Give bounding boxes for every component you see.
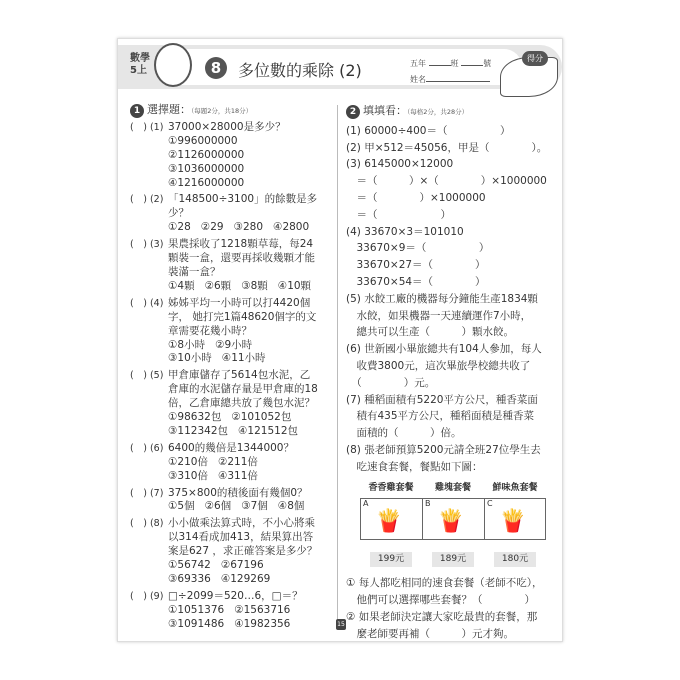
section-multiple-choice [130, 103, 335, 635]
options-row [130, 177, 335, 191]
fill-line: （ ）元。 [346, 376, 436, 389]
option: ②9小時 [215, 338, 253, 351]
question-text: 375×800的積後面有幾個0？ [168, 486, 308, 499]
sub-question-line: 麼老師要再補（ ）元才夠。 [346, 627, 514, 640]
option: ②211倍 [217, 455, 258, 468]
question-9 [130, 590, 335, 632]
question-3 [130, 238, 335, 294]
fill-line: 收費3800元，這次畢旅學校總共收了 [346, 359, 531, 372]
question-text: 小小做乘法算式時，不小心將乘 [168, 517, 315, 530]
fill-line: 33670×27＝（ ） [346, 259, 486, 272]
options-row [130, 135, 335, 149]
question-text-line [130, 397, 335, 411]
question-text: 案是627 ，求正確答案是多少？ [168, 545, 318, 558]
question-text-line [130, 545, 335, 559]
options-row [130, 352, 335, 366]
question-text: □÷2099＝520…6，□＝？ [168, 589, 303, 602]
fill-line: ＝（ ）×1000000 [346, 191, 486, 204]
question-text-line [130, 442, 335, 456]
question-7 [130, 487, 335, 515]
answer-blank[interactable]: ( ) (7) [130, 487, 164, 499]
page-title: 多位數的乘除 (2) [238, 61, 362, 80]
fill-line: (8) 張老師預算5200元請全班27位學生去 [346, 443, 541, 456]
question-text-line [130, 531, 335, 545]
answer-blank[interactable] [130, 252, 168, 266]
answer-blank[interactable] [130, 311, 168, 325]
question-text: 以314看成加413，結果算出答 [168, 531, 314, 544]
meal-letter: A [363, 499, 369, 509]
option: ①5個 [168, 500, 195, 513]
option: ③310倍 [168, 469, 208, 482]
option: ④1216000000 [168, 176, 245, 189]
question-text: 姊姊平均一小時可以打4420個 [168, 296, 311, 309]
question-text-line [130, 369, 335, 383]
option: ③7個 [241, 500, 268, 513]
answer-blank[interactable]: ( ) (2) [130, 194, 164, 206]
question-text: 6400的幾倍是1344000？ [168, 441, 294, 454]
fries-burger-drink-icon: 🍟 [499, 509, 527, 535]
question-label: (2) [149, 194, 164, 206]
meal-b [422, 480, 484, 568]
question-text: 裝滿一盒？ [168, 265, 221, 278]
options-row [130, 339, 335, 353]
meal-price: 189元 [432, 552, 474, 567]
fries-burger-drink-icon: 🍟 [437, 509, 465, 535]
question-8 [130, 517, 335, 587]
question-4 [130, 297, 335, 367]
question-text-line [130, 121, 335, 135]
question-label: (3) [149, 239, 164, 251]
option: ①996000000 [168, 134, 238, 147]
option: ①8小時 [168, 338, 206, 351]
score-badge: 得分 [522, 51, 548, 66]
question-text-line [130, 193, 335, 221]
answer-blank[interactable] [130, 266, 168, 280]
section-points: （每題2分，共18分） [191, 107, 253, 115]
option: ①56742 [168, 559, 211, 572]
fill-line: (1) 60000÷400＝（ ） [346, 124, 511, 137]
option: ②29 [200, 221, 224, 234]
question-text: 「148500÷3100」的餘數是多少？ [168, 193, 318, 220]
option: ①4顆 [168, 279, 195, 292]
fill-line: (6) 世新國小畢旅總共有104人參加，每人 [346, 343, 542, 356]
monkey-mascot-icon [154, 43, 192, 87]
options-row [130, 221, 335, 235]
options-row [130, 500, 335, 514]
question-text: 章需要花幾小時？ [168, 324, 252, 337]
question-text-line [130, 383, 335, 397]
meal-options [360, 480, 546, 568]
column-divider [337, 105, 338, 625]
meal-letter: B [425, 499, 431, 509]
option: ③112342包 [168, 424, 228, 437]
question-text: 倍，乙倉庫總共放了幾包水泥？ [168, 397, 315, 410]
answer-blank[interactable]: ( ) (8) [130, 518, 164, 530]
question-text: 果農採收了1218顆草莓，每24 [168, 238, 314, 251]
meal-picture [422, 498, 484, 540]
fill-line: 積有435平方公尺，種稻面積是種香菜 [346, 410, 535, 423]
meal-picture [484, 498, 546, 540]
question-6 [130, 442, 335, 484]
question-text: 倉庫的水泥儲存量是甲倉庫的18 [168, 383, 318, 396]
answer-blank[interactable]: ( ) (9) [130, 590, 164, 602]
fill-line: ＝（ ） [346, 208, 451, 221]
fill-line: 總共可以生產（ ）顆水餃。 [346, 326, 514, 339]
option: ④2800 [273, 221, 310, 234]
option: ②1563716 [234, 603, 291, 616]
option: ①210倍 [168, 455, 208, 468]
option: ②6個 [204, 500, 232, 513]
section-title: 填填看： [363, 104, 407, 117]
fill-line: 面積的（ ）倍。 [346, 427, 462, 440]
question-text: 顆裝一盒，還要再採收幾顆才能 [168, 252, 315, 265]
unit-number: 8 [205, 57, 227, 79]
options-row [130, 573, 335, 587]
fill-line: 33670×9＝（ ） [346, 242, 490, 255]
option: ③69336 [168, 573, 211, 585]
option: ④8個 [277, 500, 305, 513]
question-label: (5) [149, 370, 164, 382]
answer-blank[interactable]: ( ) (3) [130, 239, 164, 251]
question-label: (8) [149, 518, 164, 530]
option: ①28 [168, 221, 191, 234]
meal-c [484, 480, 546, 568]
answer-blank[interactable] [130, 531, 168, 545]
question-label: (9) [149, 590, 164, 602]
option: ①1051376 [168, 603, 225, 616]
options-row [130, 280, 335, 294]
question-1 [130, 121, 335, 191]
question-label: (1) [149, 121, 164, 133]
option: ③1036000000 [168, 162, 245, 175]
meal-a [360, 480, 422, 568]
meal-name: 鮮味魚套餐 [492, 482, 538, 493]
meal-price: 199元 [370, 552, 412, 567]
fill-line: (5) 水餃工廠的機器每分鐘能生產1834顆 [346, 292, 538, 305]
question-label: (6) [149, 442, 164, 454]
question-text: 37000×28000是多少？ [168, 120, 286, 133]
meal-letter: C [487, 499, 493, 509]
question-2 [130, 193, 335, 235]
answer-blank[interactable] [130, 383, 168, 397]
options-row [130, 411, 335, 425]
section-badge: 2 [346, 105, 360, 119]
question-text-line [130, 297, 335, 311]
options-row [130, 425, 335, 439]
option: ②67196 [220, 559, 264, 572]
options-row [130, 163, 335, 177]
option: ②101052包 [231, 411, 292, 424]
option: ②1126000000 [168, 148, 245, 161]
question-text-line [130, 487, 335, 501]
fill-line: ＝（ ）×（ ）×1000000 [346, 175, 547, 188]
question-text-line [130, 517, 335, 531]
fill-line: (7) 種稻面積有5220平方公尺，種香菜面 [346, 393, 538, 406]
options-row [130, 456, 335, 470]
meal-name: 香香雞套餐 [368, 482, 414, 493]
answer-blank[interactable]: ( ) (6) [130, 442, 164, 454]
option: ④1982356 [234, 617, 291, 630]
answer-blank[interactable] [130, 397, 168, 411]
question-text: 甲倉庫儲存了5614包水泥，乙 [168, 369, 311, 382]
options-row [130, 604, 335, 618]
question-text: 字， 她打完1篇48620個字的文 [168, 310, 317, 323]
fill-line: (3) 6145000×12000 [346, 158, 454, 171]
sub-question-line: ② 如果老師決定讓大家吃最貴的套餐，那 [346, 610, 538, 623]
answer-blank[interactable] [130, 325, 168, 339]
option: ④11小時 [221, 352, 266, 365]
question-text-line [130, 311, 335, 325]
section-title: 選擇題： [147, 103, 191, 116]
question-text-line [130, 238, 335, 252]
question-text-line [130, 590, 335, 604]
sub-question-line: ① 每人都吃相同的速食套餐（老師不吃）， [346, 577, 543, 590]
meal-name: 雞塊套餐 [434, 482, 471, 493]
option: ①98632包 [168, 411, 222, 424]
fries-burger-drink-icon: 🍟 [375, 509, 403, 535]
option: ④10顆 [277, 279, 312, 292]
fill-line: (2) 甲×512＝45056，甲是（ ）。 [346, 141, 548, 154]
fill-line: 33670×54＝（ ） [346, 275, 486, 288]
fill-line: (4) 33670×3＝101010 [346, 225, 464, 238]
option: ③8顆 [241, 279, 268, 292]
question-5 [130, 369, 335, 439]
section-badge: 1 [130, 104, 144, 118]
options-row [130, 470, 335, 484]
option: ④129269 [220, 573, 271, 585]
option: ④311倍 [217, 469, 258, 482]
page-number: 15 [337, 621, 345, 628]
section-fill-in [346, 103, 556, 643]
options-row [130, 559, 335, 573]
section-points: （每格2分，共28分） [407, 108, 469, 116]
answer-blank[interactable]: ( ) (1) [130, 121, 164, 133]
option: ②6顆 [204, 279, 232, 292]
option: ③1091486 [168, 617, 225, 630]
answer-blank[interactable]: ( ) (4) [130, 297, 164, 309]
fill-line: 水餃，如果機器一天連續運作7小時， [346, 309, 532, 322]
answer-blank[interactable] [130, 545, 168, 559]
question-label: (4) [149, 297, 164, 309]
options-row [130, 618, 335, 632]
worksheet-page [117, 38, 563, 642]
question-text-line [130, 252, 335, 266]
option: ③280 [233, 221, 264, 234]
option: ③10小時 [168, 352, 212, 365]
question-text-line [130, 266, 335, 280]
meal-picture [360, 498, 422, 540]
question-text-line [130, 325, 335, 339]
fill-line: 吃速食套餐，餐點如下圖： [346, 460, 483, 473]
subject-label: 數學 5上 [130, 53, 150, 76]
answer-blank[interactable]: ( ) (5) [130, 370, 164, 382]
options-row [130, 149, 335, 163]
student-info: 五年 班 號 姓名 [410, 59, 492, 84]
meal-price: 180元 [494, 552, 536, 567]
option: ④121512包 [238, 424, 298, 437]
question-label: (7) [149, 487, 164, 499]
sub-question-line: 他們可以選擇哪些套餐？（ ） [346, 594, 535, 607]
